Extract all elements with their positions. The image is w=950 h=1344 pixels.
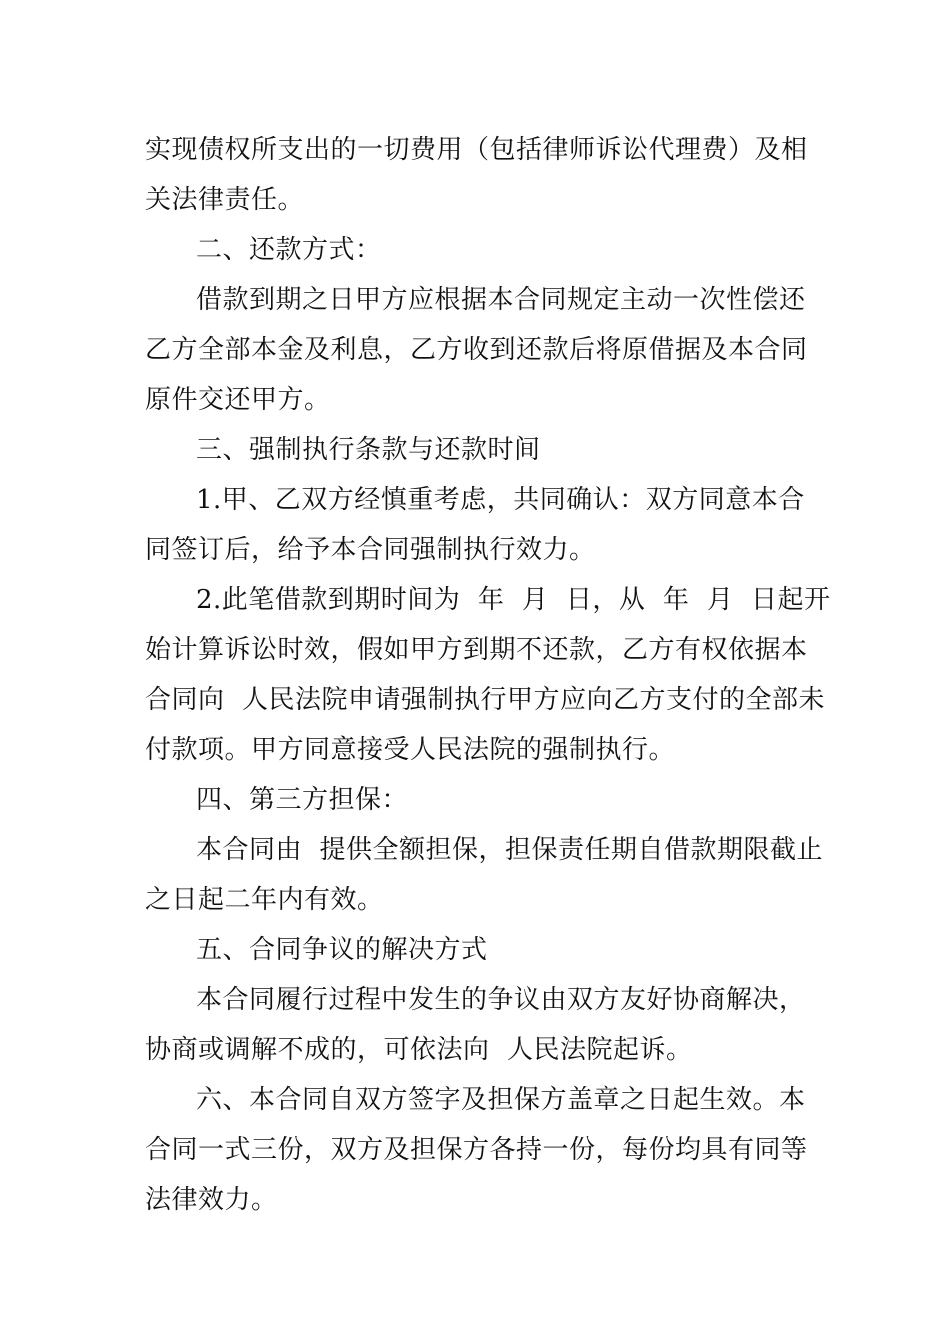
text-line: 法律效力。 xyxy=(145,1185,278,1215)
section-heading: 五、合同争议的解决方式 xyxy=(196,935,488,965)
text-line: 始计算诉讼时效，假如甲方到期不还款，乙方有权依据本 xyxy=(145,635,808,665)
text-line: 实现债权所支出的一切费用（包括律师诉讼代理费）及相 xyxy=(145,135,808,165)
section-heading: 三、强制执行条款与还款时间 xyxy=(196,435,541,465)
section-heading: 六、本合同自双方签字及担保方盖章之日起生效。本 xyxy=(196,1085,806,1115)
text-line: 本合同履行过程中发生的争议由双方友好协商解决， xyxy=(196,985,806,1015)
text-line: 2.此笔借款到期时间为 年 月 日，从 年 月 日起开 xyxy=(196,585,831,615)
text-line: 关法律责任。 xyxy=(145,185,305,215)
section-heading: 二、还款方式： xyxy=(196,235,382,265)
text-line: 之日起二年内有效。 xyxy=(145,885,384,915)
text-line: 原件交还甲方。 xyxy=(145,385,331,415)
text-line: 1.甲、乙双方经慎重考虑，共同确认：双方同意本合 xyxy=(196,485,805,515)
text-line: 乙方全部本金及利息，乙方收到还款后将原借据及本合同 xyxy=(145,335,808,365)
text-line: 借款到期之日甲方应根据本合同规定主动一次性偿还 xyxy=(196,285,806,315)
text-line: 同签订后，给予本合同强制执行效力。 xyxy=(145,535,596,565)
section-heading: 四、第三方担保： xyxy=(196,785,409,815)
text-line: 本合同由 提供全额担保，担保责任期自借款期限截止 xyxy=(196,835,824,865)
text-line: 合同一式三份，双方及担保方各持一份，每份均具有同等 xyxy=(145,1135,808,1165)
text-line: 付款项。甲方同意接受人民法院的强制执行。 xyxy=(145,735,676,765)
text-line: 合同向 人民法院申请强制执行甲方应向乙方支付的全部未 xyxy=(145,685,826,715)
text-line: 协商或调解不成的，可依法向 人民法院起诉。 xyxy=(145,1035,693,1065)
